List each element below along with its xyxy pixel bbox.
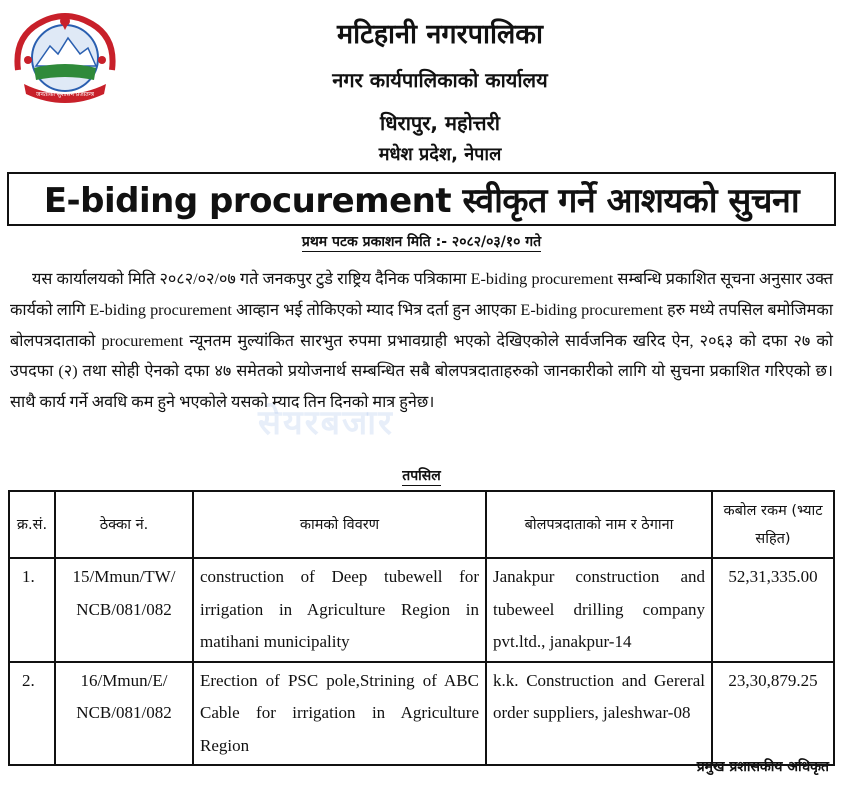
emblem-text: जनताको सुशासन प्रजातन्त्र — [36, 91, 94, 98]
government-emblem-icon — [10, 8, 120, 106]
table-row — [9, 558, 834, 662]
office-address: धिरापुर, महोत्तरी — [380, 111, 500, 135]
header-sn: क्र.सं. — [9, 491, 55, 558]
header-bidder: बोलपत्रदाताको नाम र ठेगाना — [486, 491, 712, 558]
row-amount: 23,30,879.25 — [712, 662, 834, 766]
watermark: सेयरबजार — [258, 403, 394, 443]
schedule-heading-text: तपसिल — [402, 468, 441, 484]
row-contract-no: 16/Mmun/E/ NCB/081/082 — [55, 662, 193, 766]
row-amount: 52,31,335.00 — [712, 558, 834, 662]
table-header-row — [9, 491, 834, 558]
notice-body: यस कार्यालयको मिति २०८२/०२/०७ गते जनकपुर टुडे राष्ट्रिय दैनिक पत्रिकामा E-biding procurement सम्बन्धि प्रकाशित सूचना अनुसार उक्त कार्यको लागि E-biding procurement आव्हान भई तोकिएको म्याद भित्र दर्ता हुन आएका E-biding procurement हरु मध्ये तपसिल बमोजिमका बोलपत्रदाताको procurement न्यूनतम मुल्यांकित सारभुत रुपमा प्रभावग्राही भएको देखिएकोले सार्वजनिक खरिद ऐन, २०६३ को दफा २७ को उपदफा (२) तथा सोही ऐनको दफा ४७ समेतको प्रयोजनार्थ सम्बन्धित सबै बोलपत्रदाताहरुको जानकारीको लागि यो सुचना प्रकाशित गरिएको छ। साथै कार्य गर्ने अवधि कम हुने भएकोले यसको म्याद तिन दिनको मात्र हुनेछ। — [10, 270, 833, 412]
row-bidder: k.k. Construction and Gereral order suppliers, jaleshwar-08 — [486, 662, 712, 766]
header-amount: कबोल रकम (भ्याट सहित) — [712, 491, 834, 558]
municipality-name: मटिहानी नगरपालिका — [336, 19, 544, 50]
office-name: नगर कार्यपालिकाको कार्यालय — [332, 68, 548, 92]
province-country: मधेश प्रदेश, नेपाल — [378, 144, 502, 165]
notice-title-banner: E-biding procurement स्वीकृत गर्ने आशयको सुचना — [7, 172, 836, 226]
bid-results-table — [8, 490, 835, 766]
header-description: कामको विवरण — [193, 491, 486, 558]
row-description: construction of Deep tubewell for irrigation in Agriculture Region in matihani municipality — [193, 558, 486, 662]
header-contract-no: ठेक्का नं. — [55, 491, 193, 558]
schedule-heading — [0, 466, 843, 485]
row-sn: 2. — [9, 662, 55, 766]
table-row — [9, 662, 834, 766]
row-description: Erection of PSC pole,Strining of ABC Cable for irrigation in Agriculture Region — [193, 662, 486, 766]
signatory-title: प्रमुख प्रशासकीय अधिकृत — [696, 759, 829, 775]
publication-date — [0, 232, 843, 251]
publication-date-text: प्रथम पटक प्रकाशन मिति :- २०८२/०३/१० गते — [301, 234, 542, 250]
row-bidder: Janakpur construction and tubeweel drilling company pvt.ltd., janakpur-14 — [486, 558, 712, 662]
row-contract-no: 15/Mmun/TW/ NCB/081/082 — [55, 558, 193, 662]
row-sn: 1. — [9, 558, 55, 662]
